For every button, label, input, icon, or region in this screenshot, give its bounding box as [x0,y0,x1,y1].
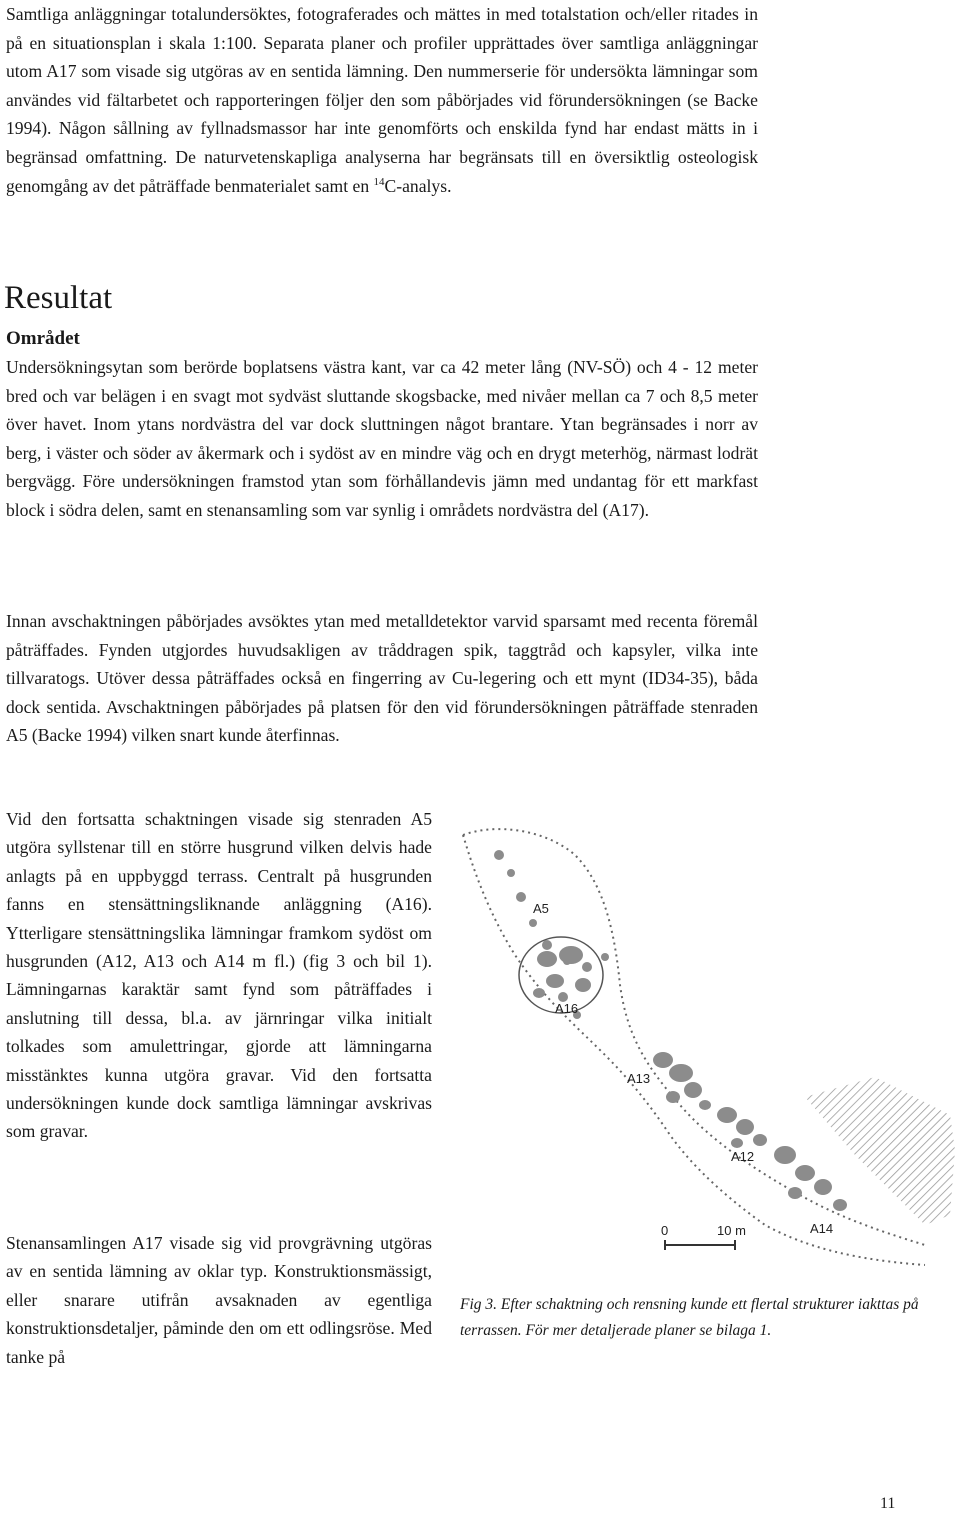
label-a12: A12 [731,1149,755,1164]
column-paragraph-1: Vid den fortsatta schaktningen visade sig stenraden A5 utgöra syllstenar till en större husgrund vilken delvis hade anlagts på en uppbyggd terrass. Centralt på husgrunden fanns en stensättningsliknande anläggning (A16). Ytterligare stensättningslika lämningar framkom sydöst om husgrunden (A12, A13 och A14 m fl.) (fig 3 och bil 1). Lämningarnas karaktär samt fynd som påträffades i anslutning till dessa, bl.a. av järnringar vilka initialt tolkades som amulettringar, gjorde att lämningarna misstänktes kunna utgöra gravar. Vid den fortsatta undersökningen kunde dock samtliga lämningar avskrivas som gravar. [6,809,432,1142]
excavation-boundary-south [463,835,925,1265]
omradet-paragraph-2: Innan avschaktningen påbörjades avsöktes ytan med metalldetektor varvid sparsamt med recenta föremål påträffades. Fynden utgjordes huvudsakligen av tråddragen spik, taggtråd och kapsyler, vilka inte tillvaratogs. Utöver dessa påträffades också en fingerring av Cu-legering och ett mynt (ID34-35), båda dock sentida. Avschaktningen påbörjades på platsen för den vid förundersökningen påträffade stenraden A5 (Backe 1994) vilken snart kunde återfinnas. [6,611,758,746]
label-a14: A14 [810,1221,834,1236]
omradet-paragraph-1: Undersökningsytan som berörde boplatsens västra kant, var ca 42 meter lång (NV-SÖ) och 4 - 12 meter bred och var belägen i en svagt mot sydväst sluttande skogsbacke, med nivåer mellan ca 7 och 8,5 meter över havet. Inom ytans nordvästra del var dock sluttningen något brantare. Ytan begränsades i norr av berg, i väster och söder av åkermark och i sydöst av en mindre väg och en drygt meterhög, närmast lodrät bergvägg. Före undersökningen framstod ytan som förhållandevis jämn med undantag för ett markfast block i södra delen, samt en stenansamling som var synlig i områdets nordvästra del (A17). [6,357,758,520]
a12-stones [717,1107,767,1148]
section-heading-resultat: Resultat [4,280,113,316]
label-a13: A13 [627,1071,651,1086]
superscript-14: 14 [373,175,385,188]
figure-caption: Fig 3. Efter schaktning och rensning kunde ett flertal strukturer iakttas på terrassen. För mer detaljerade planer se bilaga 1. [460,1296,919,1339]
rock-wall-hatched [805,1077,955,1225]
figure-3-site-plan [455,815,960,1280]
label-a5: A5 [533,901,549,916]
site-plan-drawing [455,815,960,1280]
subsection-heading-omradet: Området [6,328,80,349]
intro-paragraph [6,0,758,200]
scale-label-start: 0 [661,1223,669,1238]
a16-stones [533,946,591,998]
intro-text-end: C-analys. [384,175,452,196]
a13-stones [653,1052,711,1110]
label-a16: A16 [555,1001,579,1016]
excavation-boundary-north [463,829,925,1245]
intro-text: Samtliga anläggningar totalundersöktes, fotograferades och mättes in med totalstation och/eller ritades in på en situationsplan i skala 1:100. Separata planer och profiler upprättades över samtliga anläggningar utom A17 som visade sig utgöras av en sentida lämning. Den nummerserie för undersökta lämningar som användes vid fältarbetet och rapporteringen följer den som påbörjades vid förundersökningen (se Backe 1994). Någon sållning av fyllnadsmassor har inte genomförts och enskilda fynd har endast mätts in i begränsad omfattning. De naturvetenskapliga analyserna har begränsats till en översiktlig osteologisk genomgång av det påträffade benmaterialet samt en [6,4,758,196]
page-number: 11 [880,1495,896,1512]
column-paragraph-2: Stenansamlingen A17 visade sig vid provgrävning utgöras av en sentida lämning av oklar typ. Konstruktionsmässigt, eller snarare utifrån avsaknaden av egentliga konstruktionsdetaljer, påminde den om ett odlingsröse. Med tanke på [6,1233,432,1367]
scale-bar [661,1223,746,1250]
scale-label-end: 10 m [717,1223,746,1238]
